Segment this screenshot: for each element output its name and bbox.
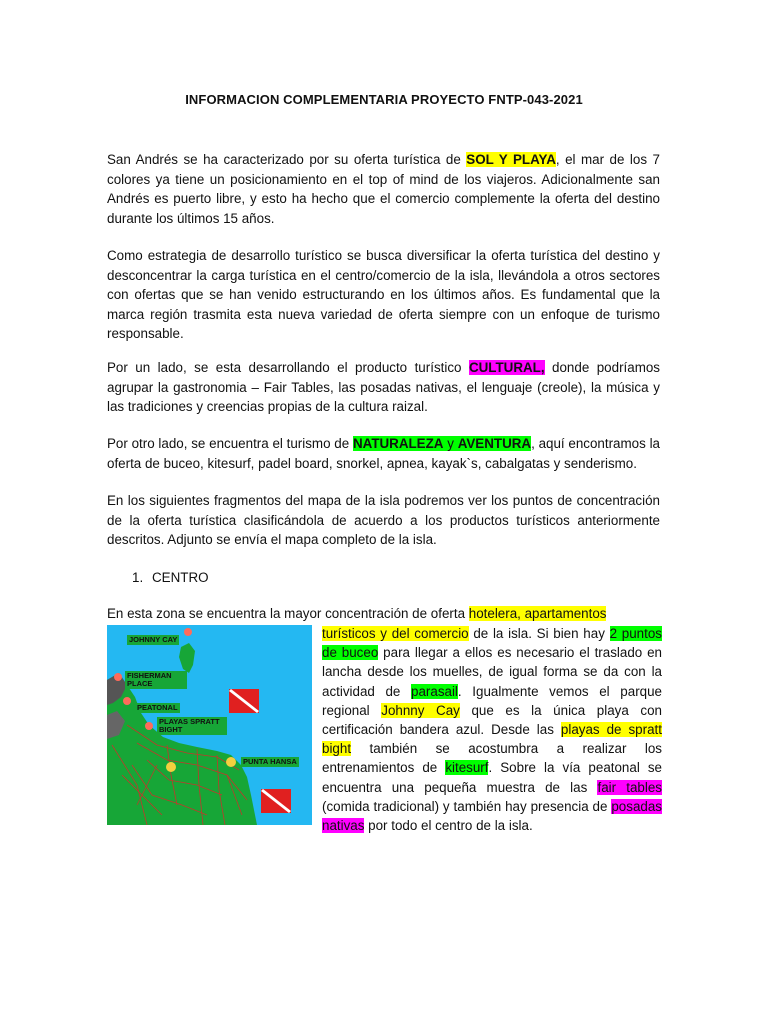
text-run: , aquí encontramos la oferta de buceo, kitesurf, padel board, snorkel, apnea, kayak`s, cabalgatas y senderismo. (107, 436, 660, 471)
text-run: y (443, 436, 458, 451)
paragraph-estrategia: Como estrategia de desarrollo turístico se busca diversificar la oferta turística del destino y desconcentrar la carga turística en el centro/comercio de la isla, llevándola a otros sectores con ofertas que se han venido estructurando en los últimos años. Es fundamental que la marca región trasmita esta nueva variedad de oferta siempre con un enfoque de turismo responsable. (107, 248, 660, 342)
map-label-playas-spratt-bight: PLAYAS SPRATT BIGHT (157, 717, 227, 735)
map-label-punta-hansa: PUNTA HANSA (243, 757, 297, 766)
text-run: San Andrés se ha caracterizado por su oferta turística de (107, 152, 467, 167)
dive-flag-icon (229, 689, 259, 713)
map-label-fisherman-place: FISHERMAN PLACE (125, 671, 187, 689)
highlight-kitesurf: kitesurf (445, 760, 489, 776)
document-title: INFORMACION COMPLEMENTARIA PROYECTO FNTP-043-2021 (185, 92, 583, 107)
text-run: (comida tradicional) y también hay presencia de (322, 798, 612, 814)
highlight-playas-spratt-bight: playas de spratt bight (322, 722, 662, 757)
highlight-fair-tables: fair tables (597, 779, 662, 795)
text-run: donde podríamos agrupar la gastronomia – Fair Tables, las posadas nativas, el lenguaje (creole), la música y las tradiciones y creencias propias de la cultura raizal. (107, 360, 660, 415)
highlight-sol-y-playa: SOL Y PLAYA (466, 152, 556, 167)
paragraph-centro-intro (107, 604, 660, 624)
list-number: 1. (132, 570, 144, 585)
highlight-hotelera: hotelera, apartamentos (468, 606, 607, 621)
highlight-parasail: parasail (411, 683, 458, 699)
map-label-johnny-cay: JOHNNY CAY (129, 635, 178, 644)
highlight-puntos-buceo: 2 puntos de buceo (322, 626, 662, 661)
text-run: . Sobre la vía peatonal se encuentra una pequeña muestra de las (322, 760, 662, 795)
map-fragment-centro (107, 625, 312, 825)
highlight-johnny-cay: Johnny Cay (381, 702, 460, 718)
paragraph-centro-detail (322, 624, 662, 835)
text-run: de la isla. Si bien hay (468, 626, 610, 641)
list-item-centro (132, 568, 209, 587)
text-run: . Igualmente vemos el parque regional (322, 683, 662, 718)
text-run: que es la única playa con certificación bandera azul. Desde las (322, 702, 662, 738)
text-run: Por otro lado, se encuentra el turismo de (107, 436, 353, 451)
list-label: CENTRO (152, 570, 209, 585)
paragraph-sol-y-playa (107, 150, 660, 228)
highlight-naturaleza: NATURALEZA (352, 436, 444, 451)
highlight-turisticos-comercio: turísticos y del comercio (322, 626, 469, 641)
text-run: por todo el centro de la isla. (364, 818, 533, 834)
text-run: Por un lado, se esta desarrollando el producto turístico (107, 360, 469, 375)
highlight-cultural: CULTURAL, (468, 360, 545, 375)
highlight-posadas-nativas: posadas nativas (322, 798, 662, 834)
paragraph-fragmentos-mapa: En los siguientes fragmentos del mapa de la isla podremos ver los puntos de concentración de la oferta turística clasificándola de acuerdo a los productos turísticos anteriormente descritos. Adjunto se envía el mapa completo de la isla. (107, 493, 660, 548)
text-run: En esta zona se encuentra la mayor concentración de oferta (107, 606, 469, 621)
text-run: para llegar a ellos es necesario el traslado en lancha desde los muelles, de igual forma se da con la actividad de (322, 645, 662, 699)
dive-flag-icon (261, 789, 291, 813)
text-run: , el mar de los 7 colores ya tiene un posicionamiento en el top of mind de los viajeros. Adicionalmente san Andrés es puerto libre, y esto ha hecho que el comercio complemente la oferta del destino durante los últimos 15 años. (107, 152, 660, 226)
map-label-peatonal: PEATONAL (137, 703, 178, 712)
highlight-aventura: AVENTURA (457, 436, 532, 451)
text-run: también se acostumbra a realizar los entrenamientos de (322, 741, 662, 776)
paragraph-naturaleza-aventura (107, 434, 660, 473)
paragraph-cultural (107, 358, 660, 417)
